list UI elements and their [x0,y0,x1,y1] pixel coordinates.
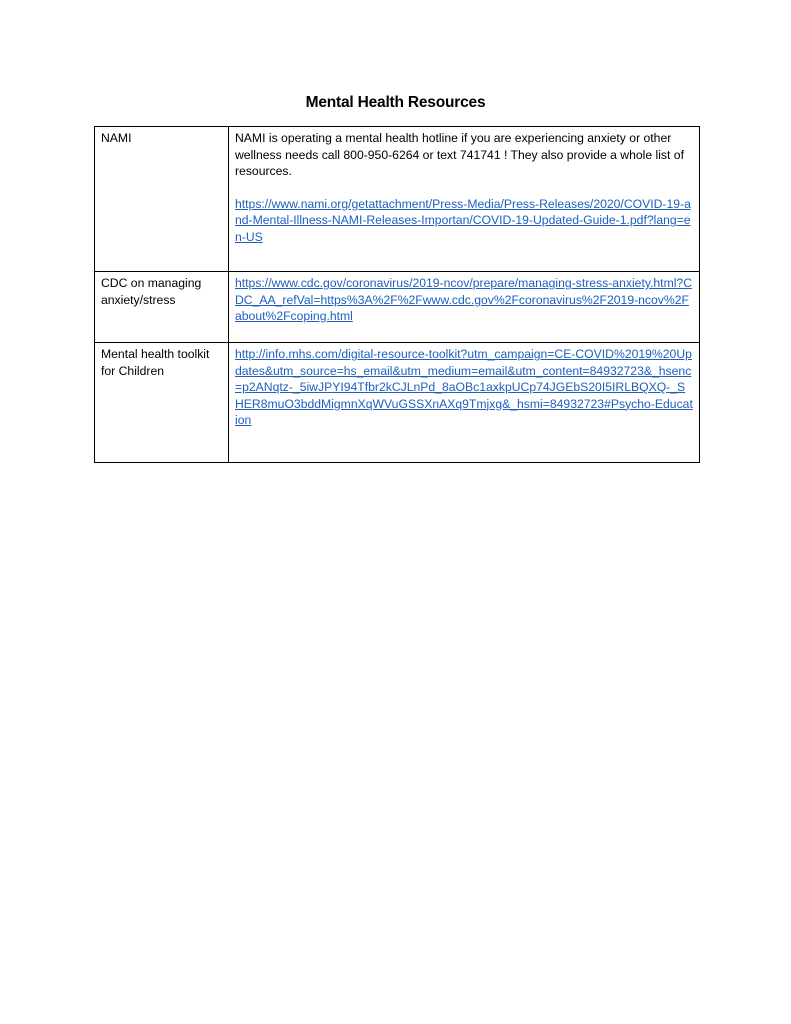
resource-name: CDC on managing anxiety/stress [101,276,202,307]
resource-link[interactable]: http://info.mhs.com/digital-resource-toolkit?utm_campaign=CE-COVID%2019%20Updates&utm_source=hs_email&utm_medium=email&utm_content=84932723&_hsenc=p2ANqtz-_5iwJPYI94Tfbr2kCJLnPd_8aOBc1axkpUCp74JGEbS20I5IRLBQXQ-_SHER8muO3bddMigmnXqWVuGSSXnAXq9Tmjxg&_hsmi=84932723#Psycho-Education [235,347,693,427]
table-row [95,127,700,272]
page-title: Mental Health Resources [305,94,486,111]
table-row [95,272,700,343]
resource-name: NAMI [101,131,132,145]
resource-info-cell [229,272,700,343]
resource-name-cell [95,272,229,343]
resource-description: NAMI is operating a mental health hotline if you are experiencing anxiety or other wellness needs call 800-950-6264 or text 741741 ! They also provide a whole list of resources. [235,131,684,178]
resource-info-cell [229,127,700,272]
resource-name-cell [95,127,229,272]
table-row [95,343,700,463]
resources-table [94,126,700,463]
resource-name: Mental health toolkit for Children [101,347,210,378]
resource-link[interactable]: https://www.cdc.gov/coronavirus/2019-ncov/prepare/managing-stress-anxiety.html?CDC_AA_refVal=https%3A%2F%2Fwww.cdc.gov%2Fcoronavirus%2F2019-ncov%2Fabout%2Fcoping.html [235,276,693,323]
resource-link[interactable]: https://www.nami.org/getattachment/Press-Media/Press-Releases/2020/COVID-19-and-Mental-Illness-NAMI-Releases-Importan/COVID-19-Updated-Guide-1.pdf?lang=en-US [235,196,691,244]
paragraph-spacer [235,180,693,196]
resource-info-cell [229,343,700,463]
resource-name-cell [95,343,229,463]
